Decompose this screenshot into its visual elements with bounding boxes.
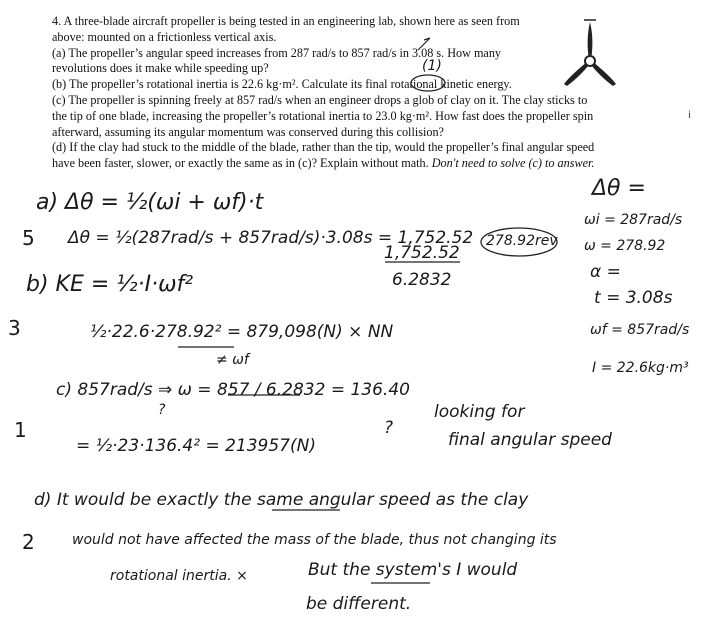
part-b-line-1: (b) The propeller’s rotational inertia is 22.6 kg·m². Calculate its final rotational kinetic energy. <box>52 77 512 92</box>
given-wf: ωf = 857rad/s <box>590 322 690 338</box>
d-line-1: d) It would be exactly the same angular speed as the clay <box>34 490 529 510</box>
stray-mark: ⅰ <box>688 110 691 121</box>
circled-number: (1) <box>422 58 442 74</box>
d-line-2: would not have affected the mass of the blade, thus not changing its <box>72 532 557 548</box>
part-c-line-3: afterward, assuming its angular momentum was conserved during this collision? <box>52 124 444 139</box>
a-formula: a) Δθ = ½(ωi + ωf)·t <box>36 190 264 215</box>
grade-part-d: 2 <box>22 530 35 554</box>
a-fraction-denominator: 6.2832 <box>392 270 452 290</box>
part-d-line-1: (d) If the clay had stuck to the middle of the blade, rather than the tip, would the propeller’s final angular speed <box>52 140 595 155</box>
c-note-1: looking for <box>434 402 525 422</box>
d-line-5: be different. <box>306 594 412 614</box>
part-c-line-1: (c) The propeller is spinning freely at 857 rad/s when an engineer drops a glob of clay on it. The clay sticks to <box>52 92 588 107</box>
part-a-line-1: (a) The propeller’s angular speed increases from 287 rad/s to 857 rad/s in 3.08 s. How many <box>52 45 502 60</box>
given-t: t = 3.08s <box>594 288 673 308</box>
propeller-blades <box>564 20 616 86</box>
problem-intro-1: 4. A three-blade aircraft propeller is being tested in an engineering lab, shown here as seen from <box>52 14 520 28</box>
part-d-line-2: have been faster, slower, or exactly the same as in (c)? Explain without math. Don't need to solve (c) to answer. <box>52 156 595 171</box>
b-work: ½·22.6·278.92² = 879,098(N) × NN <box>90 322 394 342</box>
c-work-2: = ½·23·136.4² = 213957(N) <box>76 436 316 456</box>
problem-number: 4. <box>52 14 62 28</box>
part-c-line-2: the tip of one blade, increasing the propeller’s rotational inertia to 23.0 kg·m². How fast does the propeller spin <box>52 108 594 123</box>
grade-part-b: 3 <box>8 316 21 340</box>
c-question-2: ? <box>384 418 394 438</box>
b-formula: b) KE = ½·I·ωf² <box>26 272 194 297</box>
c-note-2: final angular speed <box>448 430 612 450</box>
part-d-note: Don't need to solve (c) to answer. <box>431 156 595 171</box>
grade-part-a: 5 <box>22 226 35 250</box>
grade-part-c: 1 <box>14 418 27 442</box>
a-work: Δθ = ½(287rad/s + 857rad/s)·3.08s = 1,752.52 <box>68 228 474 248</box>
propeller-diagram <box>560 14 620 98</box>
a-result: 278.92rev <box>486 233 558 249</box>
given-title: Δθ = <box>592 176 646 201</box>
given-I: I = 22.6kg·m³ <box>592 360 689 376</box>
given-w: ω = 278.92 <box>584 238 666 254</box>
given-wi: ωi = 287rad/s <box>584 212 683 228</box>
b-note: ≠ ωf <box>216 352 249 368</box>
a-fraction-numerator: 1,752.52 <box>384 243 460 263</box>
c-work: c) 857rad/s ⇒ ω = 857 / 6.2832 = 136.40 <box>56 380 410 400</box>
d-line-3: rotational inertia. × <box>110 568 248 584</box>
c-question: ? <box>158 402 166 418</box>
part-a-line-2: revolutions does it make while speeding up? <box>52 61 269 76</box>
given-alpha: α = <box>590 262 621 282</box>
problem-text <box>52 14 648 172</box>
problem-intro-2: above: mounted on a frictionless vertical axis. <box>52 29 277 44</box>
d-line-4: But the system's I would <box>308 560 518 580</box>
